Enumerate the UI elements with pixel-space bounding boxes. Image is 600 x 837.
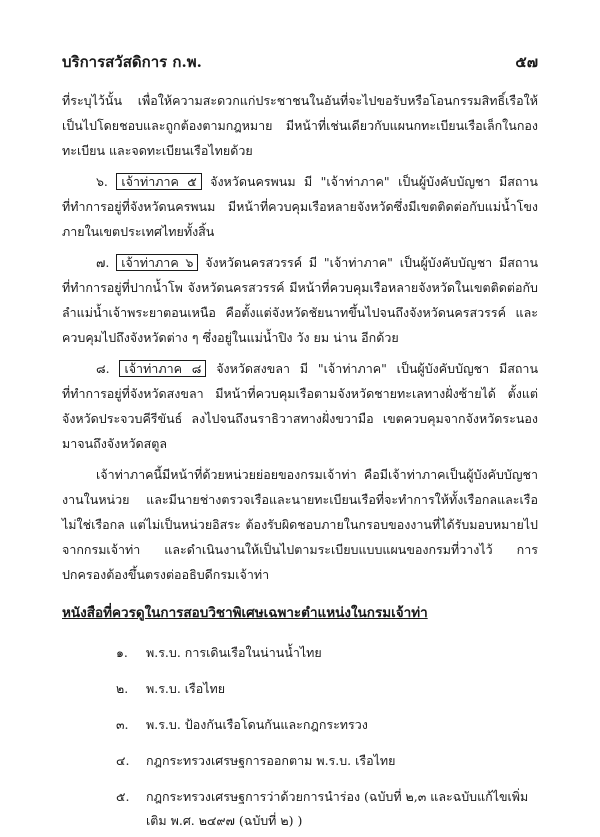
paragraph-6 (62, 169, 538, 244)
region-label-box: เจ้าท่าภาค ๘ (119, 360, 206, 377)
list-item-title: พ.ร.บ. เรือไทย (146, 681, 226, 696)
closing-paragraph: เจ้าท่าภาคนี้มีหน้าที่ด้วยหน่วยย่อยของกรมเจ้าท่า คือมีเจ้าท่าภาคเป็นผู้บังคับบัญชางานในหน่วย และมีนายช่างตรวจเรือและนายทะเบียนเรือที่จะทำการให้ทั้งเรือกลและเรือไม่ใช่เรือกล แต่ไม่เป็นหน่วยอิสระ ต้องรับผิดชอบภายในกรอบของงานที่ได้รับมอบหมายไปจากกรมเจ้าท่า และดำเนินงานให้เป็นไปตามระเบียบแบบแผนของกรมที่วางไว้ การปกครองต้องขึ้นตรงต่ออธิบดีกรมเจ้าท่า (62, 467, 538, 582)
list-item-number: ๓. (116, 717, 129, 732)
paragraph-number: ๘. (96, 361, 110, 376)
list-item-number: ๕. (116, 789, 130, 804)
intro-paragraph: ที่ระบุไว้นั้น เพื่อให้ความสะดวกแก่ประชาชนในอันที่จะไปขอรับหรือโอนกรรมสิทธิ์เรือให้เป็นไปโดยชอบและถูกต้องตามกฎหมาย มีหน้าที่เช่นเดียวกับแผนกทะเบียนเรือเล็กในกองทะเบียน และจดทะเบียนเรือไทยด้วย (62, 93, 538, 158)
list-item (116, 677, 538, 701)
region-label-box: เจ้าท่าภาค ๖ (116, 254, 198, 271)
list-item-number: ๑. (116, 645, 128, 660)
header-title: บริการสวัสดิการ ก.พ. (62, 53, 202, 71)
list-item-title: กฎกระทรวงเศรษฐการออกตาม พ.ร.บ. เรือไทย (146, 753, 396, 768)
list-item-number: ๔. (116, 753, 130, 768)
paragraph-7 (62, 250, 538, 350)
list-item-title: กฎกระทรวงเศรษฐการว่าด้วยการนำร่อง (ฉบับที่ ๒,๓ และฉบับแก้ไขเพิ่มเติม พ.ศ. ๒๔๙๗ (ฉบับที่ ๒) ) (146, 789, 529, 828)
list-item (116, 749, 538, 773)
books-list (62, 641, 538, 833)
list-item-title: พ.ร.บ. ป้องกันเรือโดนกันและกฎกระทรวง (146, 717, 368, 732)
paragraph-number: ๖. (96, 174, 108, 189)
paragraph-number: ๗. (96, 255, 110, 270)
list-item (116, 713, 538, 737)
paragraph-text: จังหวัดนครสวรรค์ มี "เจ้าท่าภาค" เป็นผู้บังคับบัญชา มีสถานที่ทำการอยู่ที่ปากน้ำโพ จังหวัดนครสวรรค์ มีหน้าที่ควบคุมเรือหลายจังหวัดในเขตติดต่อกับลำแม่น้ำเจ้าพระยาตอนเหนือ คือตั้งแต่จังหวัดชัยนาทขึ้นไปจนถึงจังหวัดนครสวรรค์ และควบคุมไปถึงจังหวัดต่าง ๆ ซึ่งอยู่ในแม่น้ำปิง วัง ยม น่าน อีกด้วย (62, 255, 539, 345)
paragraph-text: จังหวัดนครพนม มี "เจ้าท่าภาค" เป็นผู้บังคับบัญชา มีสถานที่ทำการอยู่ที่จังหวัดนครพนม มีหน้าที่ควบคุมเรือหลายจังหวัดซึ่งมีเขตติดต่อกับแม่น้ำโขงภายในเขตประเทศไทยทั้งสิ้น (62, 174, 538, 239)
page-header (62, 50, 538, 74)
region-label-box: เจ้าท่าภาค ๕ (116, 173, 201, 190)
list-item (116, 641, 538, 665)
paragraph-8 (62, 356, 538, 456)
paragraph-text: จังหวัดสงขลา มี "เจ้าท่าภาค" เป็นผู้บังคับบัญชา มีสถานที่ทำการอยู่ที่จังหวัดสงขลา มีหน้าที่ควบคุมเรือตามจังหวัดชายทะเลทางฝั่งซ้ายได้ ตั้งแต่จังหวัดประจวบคีรีขันธ์ ลงไปจนถึงนราธิวาสทางฝั่งขวามือ เขตควบคุมจากจังหวัดระนองมาจนถึงจังหวัดสตูล (62, 361, 538, 451)
list-item-title: พ.ร.บ. การเดินเรือในน่านน้ำไทย (146, 645, 322, 660)
list-item (116, 785, 538, 833)
list-item-number: ๒. (116, 681, 129, 696)
page-number: ๕๗ (515, 53, 538, 71)
books-heading: หนังสือที่ควรดูในการสอบวิชาพิเศษเฉพาะตำแหน่งในกรมเจ้าท่า (62, 605, 428, 621)
